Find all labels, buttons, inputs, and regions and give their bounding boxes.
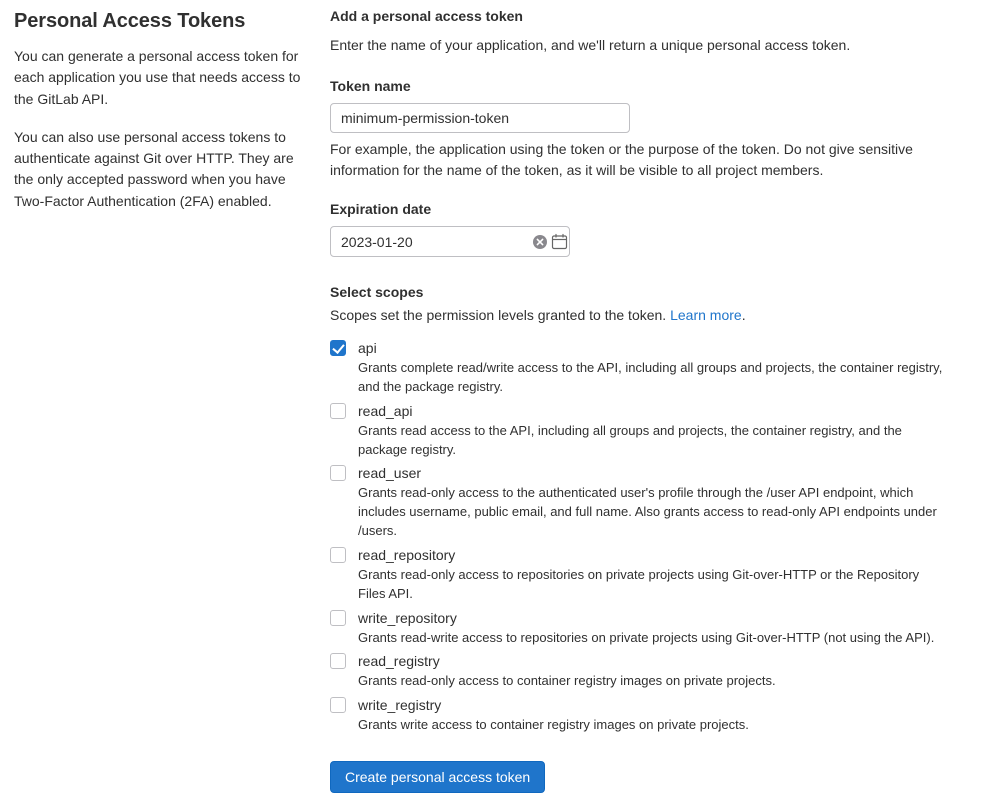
create-personal-access-token-button[interactable]: Create personal access token [330, 761, 545, 793]
scopes-subtitle-text: Scopes set the permission levels granted to the token. [330, 307, 667, 323]
scope-description-api: Grants complete read/write access to the API, including all groups and projects, the container registry, and the package registry. [358, 360, 943, 394]
scope-description-read-repository: Grants read-only access to repositories on private projects using Git-over-HTTP or the Repository Files API. [358, 566, 920, 601]
learn-more-link[interactable]: Learn more [670, 307, 742, 323]
form-heading: Add a personal access token [330, 8, 523, 24]
page-description-paragraph-1: You can generate a personal access token for each application you use that needs access to the GitLab API. [14, 48, 301, 107]
calendar-icon[interactable] [551, 230, 568, 254]
scope-row [330, 608, 950, 648]
scope-row [330, 401, 950, 460]
scope-header [330, 608, 950, 629]
scope-row [330, 338, 950, 397]
scope-header [330, 463, 950, 484]
select-scopes-subtitle [330, 305, 950, 326]
scope-label-write-registry: write_registry [358, 697, 442, 714]
scope-checkbox-api[interactable] [330, 340, 346, 356]
scope-row [330, 545, 950, 604]
scope-header [330, 651, 950, 672]
token-name-input[interactable] [330, 103, 630, 133]
scope-description-read-api: Grants read access to the API, including all groups and projects, the container registry, and the package registry. [358, 422, 902, 457]
scope-description-read-user: Grants read-only access to the authenticated user's profile through the /user API endpoint, which includes username, public email, and full name. Also grants access to read-only API endpoints under /users. [358, 485, 937, 539]
scope-checkbox-write-repository[interactable] [330, 610, 346, 626]
page-description-column [0, 0, 330, 793]
scope-description-read-registry: Grants read-only access to container registry images on private projects. [358, 673, 776, 689]
scope-row [330, 463, 950, 541]
form-subheading: Enter the name of your application, and we'll return a unique personal access token. [330, 37, 851, 53]
learn-more-period: . [741, 307, 746, 323]
scope-row [330, 651, 950, 691]
scope-header [330, 401, 950, 422]
scope-label-read-registry: read_registry [358, 653, 440, 670]
clear-circle-icon-glyph [532, 234, 548, 250]
token-name-label: Token name [330, 78, 411, 94]
expiration-date-input[interactable] [331, 227, 532, 256]
scope-checkbox-read-user[interactable] [330, 465, 346, 481]
scope-label-api: api [358, 340, 377, 356]
page-description-paragraph-2: You can also use personal access tokens to authenticate against Git over HTTP. They are the only accepted password when you have Two-Factor Authentication (2FA) enabled. [14, 128, 294, 209]
scope-header [330, 338, 950, 359]
scope-label-read-user: read_user [358, 465, 422, 482]
scope-row [330, 695, 950, 735]
expiration-date-field[interactable] [330, 226, 570, 257]
expiration-date-label: Expiration date [330, 201, 432, 217]
page-title: Personal Access Tokens [14, 10, 246, 32]
token-name-helper-text: For example, the application using the token or the purpose of the token. Do not give sensitive information for the name of the token, as it will be visible to all project members. [330, 141, 913, 178]
scope-label-read-api: read_api [358, 402, 413, 419]
clear-circle-icon[interactable] [532, 231, 548, 253]
scope-description-write-repository: Grants read-write access to repositories on private projects using Git-over-HTTP (not using the API). [358, 629, 935, 645]
scope-checkbox-read-api[interactable] [330, 403, 346, 419]
scope-checkbox-write-registry[interactable] [330, 697, 346, 713]
scope-header [330, 545, 950, 566]
scope-header [330, 695, 950, 716]
scope-checkbox-read-registry[interactable] [330, 653, 346, 669]
calendar-icon-glyph [551, 233, 568, 250]
scope-label-read-repository: read_repository [358, 546, 456, 563]
add-token-form [330, 0, 970, 793]
select-scopes-title: Select scopes [330, 284, 424, 300]
scope-description-write-registry: Grants write access to container registry images on private projects. [358, 717, 749, 733]
scope-label-write-repository: write_repository [358, 609, 457, 626]
scope-checkbox-read-repository[interactable] [330, 547, 346, 563]
